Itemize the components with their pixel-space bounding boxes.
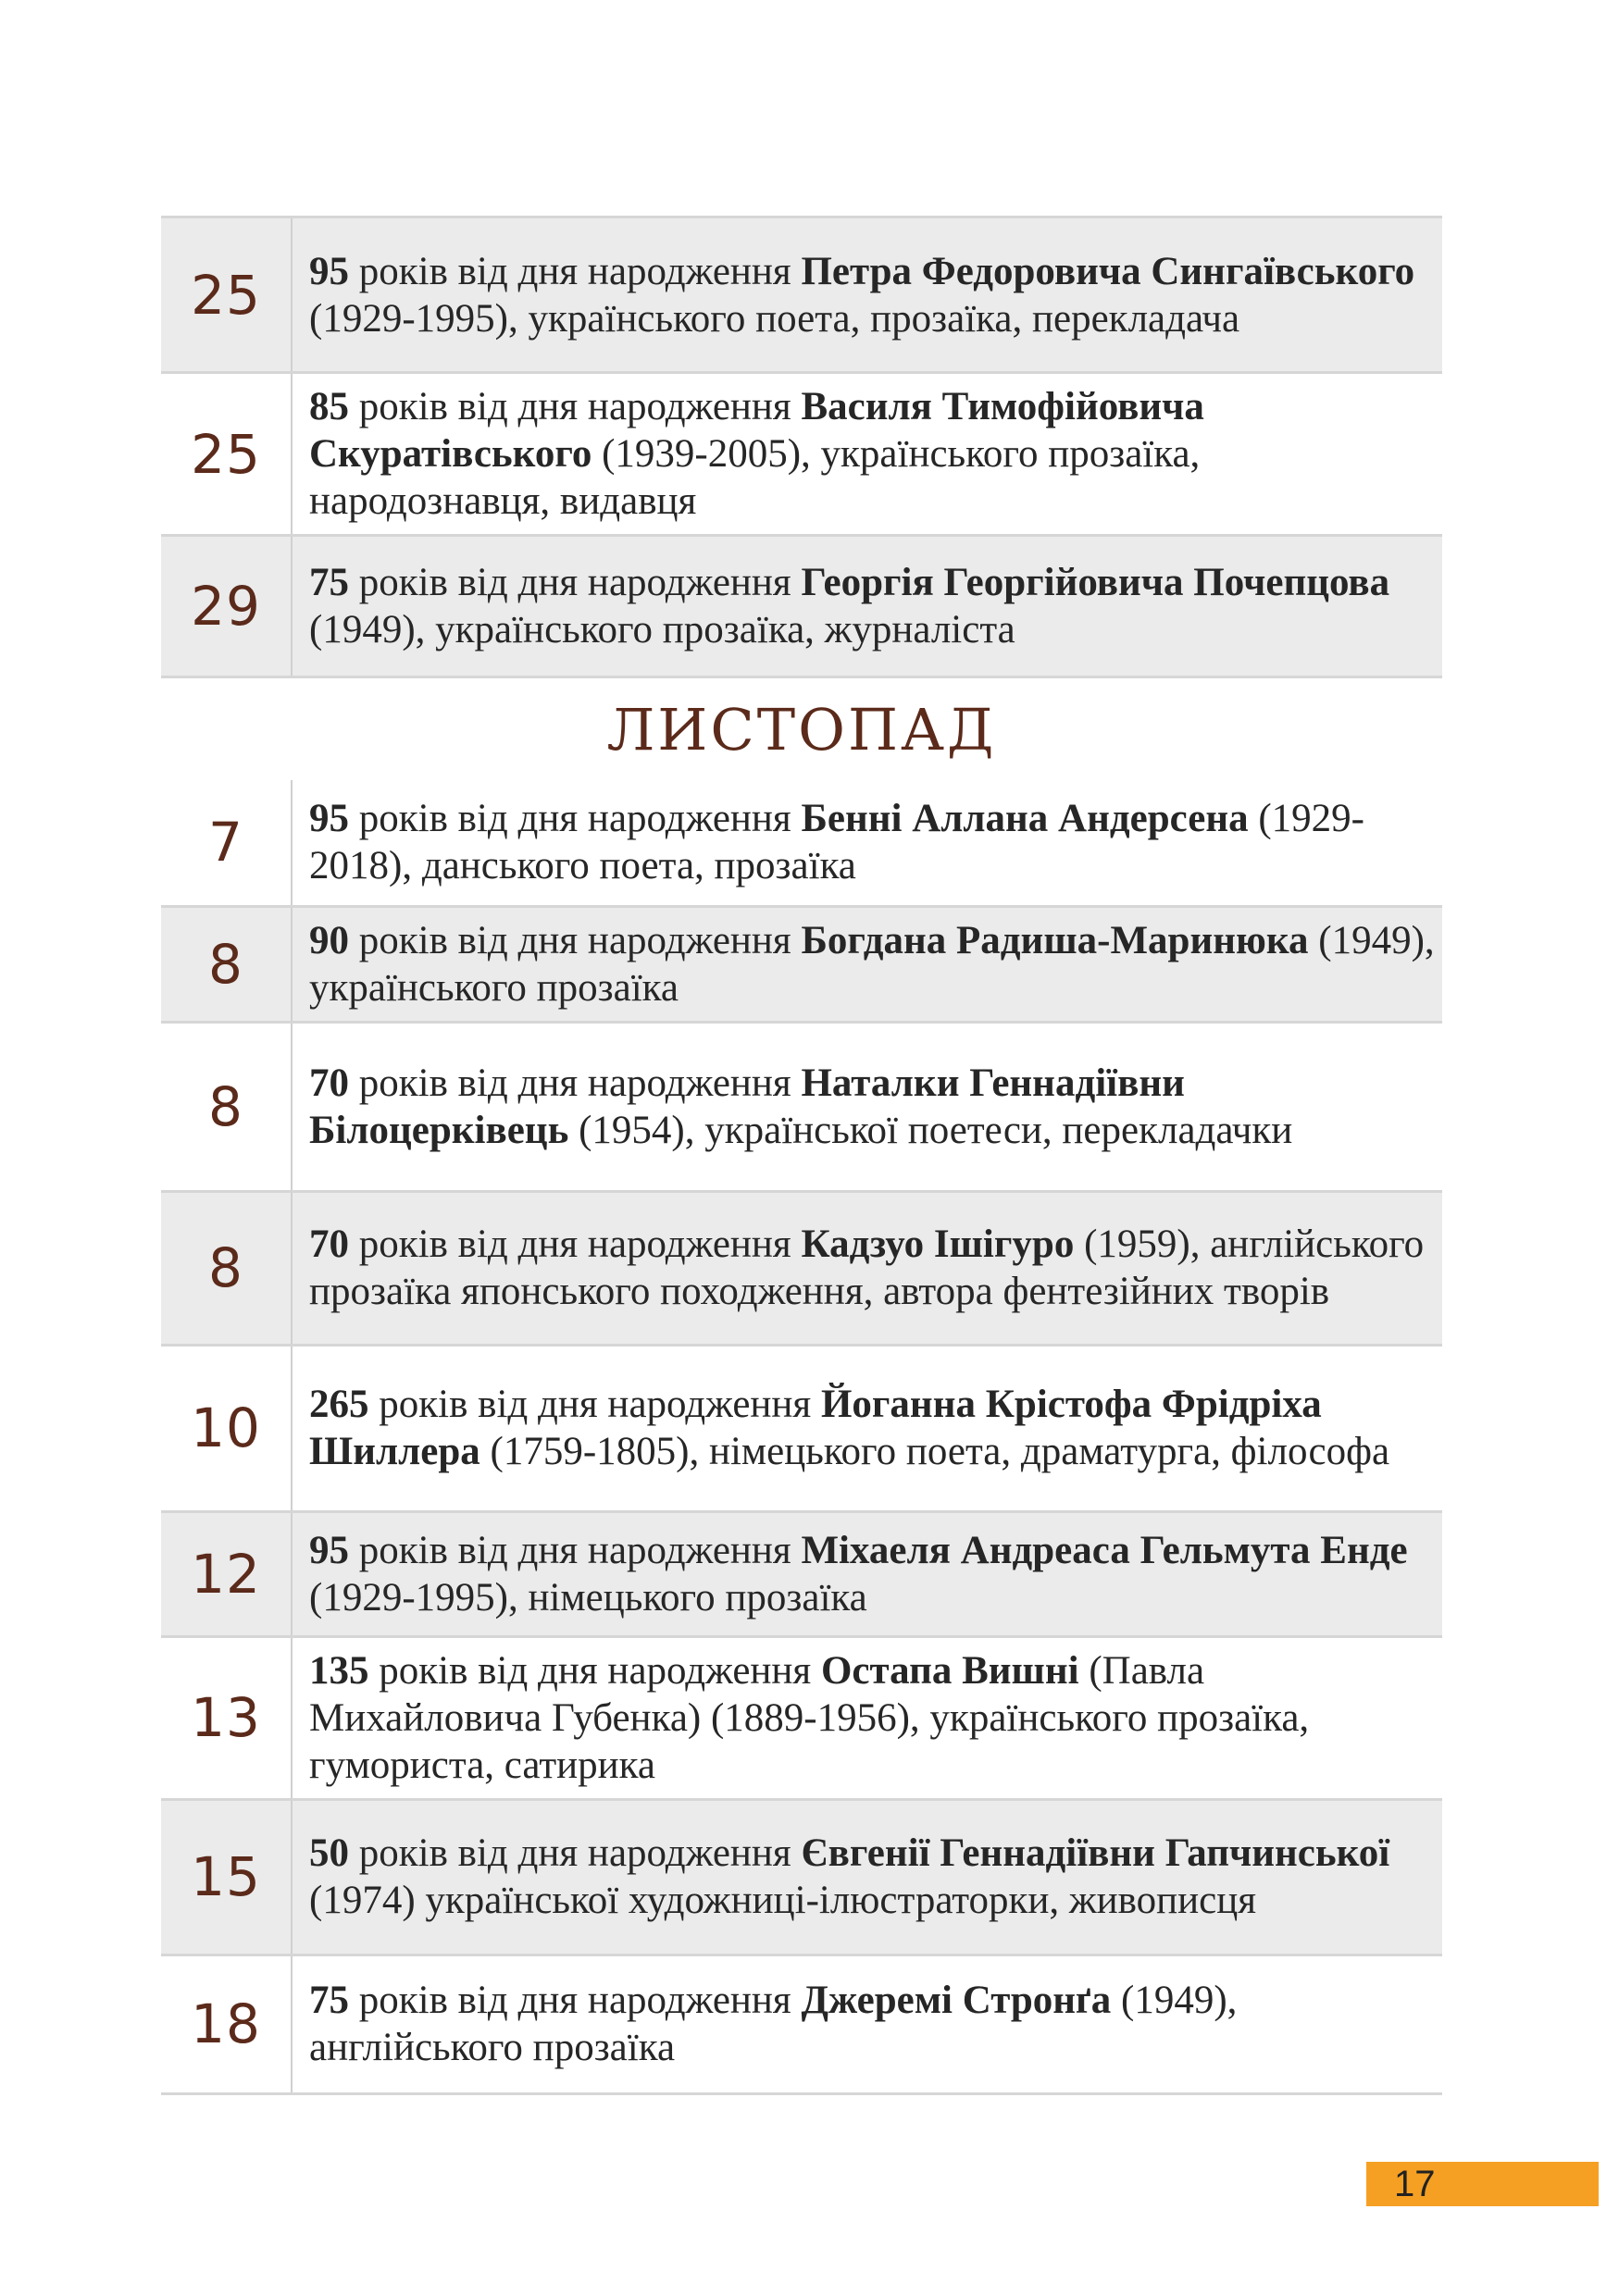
month-heading: ЛИСТОПАД [606, 696, 997, 763]
day-number: 8 [161, 906, 292, 1022]
person-name: Остапа Вишні [820, 1648, 1079, 1693]
entry-lead: років від дня народження [349, 385, 802, 428]
table-row [161, 1799, 1442, 1955]
entry-text [292, 1799, 1442, 1955]
person-name: Георгія Георгійовича Почепцова [801, 561, 1390, 604]
person-name: Наталки Геннадіївни Білоцерківець [309, 1061, 1185, 1152]
entry-details: (1949), українського прозаїка [309, 918, 1435, 1010]
entry-text [292, 217, 1442, 373]
entry-lead: років від дня народження [349, 1831, 802, 1875]
entry-details: (1949), українського прозаїка, журналіста [309, 608, 1015, 652]
years-count: 95 [309, 249, 349, 293]
table-row [161, 217, 1442, 373]
entry-lead: років від дня народження [349, 918, 802, 962]
table-row [161, 1955, 1442, 2093]
day-number: 8 [161, 1022, 292, 1191]
years-count: 135 [309, 1648, 369, 1693]
entry-lead: років від дня народження [349, 1979, 802, 2022]
day-number: 8 [161, 1191, 292, 1345]
entry-details: (1959), англійського прозаїка японського походження, автора фентезійних творів [309, 1222, 1425, 1313]
person-name: Петра Федоровича Сингаївського [801, 249, 1415, 293]
person-name: Міхаеля Андреаса Гельмута Енде [801, 1528, 1408, 1572]
years-count: 75 [309, 1979, 349, 2022]
entry-lead: років від дня народження [349, 797, 802, 841]
years-count: 85 [309, 385, 349, 428]
table-row [161, 1191, 1442, 1345]
table-row [161, 373, 1442, 536]
entry-text [292, 1955, 1442, 2093]
day-number: 15 [161, 1799, 292, 1955]
years-count: 95 [309, 1528, 349, 1572]
person-name: Кадзуо Ішігуро [801, 1222, 1075, 1266]
entry-lead: років від дня народження [349, 1528, 802, 1572]
years-count: 90 [309, 918, 349, 962]
table-row [161, 1636, 1442, 1799]
day-number: 10 [161, 1345, 292, 1511]
october-anniversaries-table [161, 216, 1442, 678]
entry-details: (1939-2005), українського прозаїка, народознавця, видавця [309, 432, 1201, 523]
entry-text [292, 1191, 1442, 1345]
entry-details: (1974) української художниці-ілюстраторки, живописця [309, 1879, 1257, 1922]
person-name: Богдана Радиша-Маринюка [801, 918, 1309, 962]
table-row [161, 536, 1442, 677]
day-number: 25 [161, 373, 292, 536]
table-row [161, 906, 1442, 1022]
years-count: 265 [309, 1383, 369, 1426]
entry-text [292, 373, 1442, 536]
entry-details: (1954), української поетеси, перекладачки [568, 1108, 1293, 1152]
entry-details: (1949), англійського прозаїка [309, 1979, 1238, 2069]
years-count: 95 [309, 797, 349, 841]
years-count: 50 [309, 1831, 349, 1875]
person-name: Джеремі Стронґа [801, 1979, 1112, 2022]
table-row [161, 1022, 1442, 1191]
day-number: 12 [161, 1511, 292, 1636]
entry-lead: років від дня народження [368, 1648, 821, 1693]
table-row [161, 1511, 1442, 1636]
entry-text [292, 1022, 1442, 1191]
day-number: 29 [161, 536, 292, 677]
entry-lead: років від дня народження [368, 1383, 821, 1426]
entry-lead: років від дня народження [349, 1222, 802, 1266]
entry-details: (1929-1995), українського поета, прозаїка, перекладача [309, 296, 1240, 341]
years-count: 75 [309, 561, 349, 604]
person-name: Бенні Аллана Андерсена [801, 797, 1249, 841]
day-number: 13 [161, 1636, 292, 1799]
person-name: Йоганна Крістофа Фрідріха Шиллера [309, 1383, 1322, 1473]
entry-text [292, 906, 1442, 1022]
years-count: 70 [309, 1222, 349, 1266]
person-name: Василя Тимофійовича Скуратівського [309, 385, 1204, 476]
years-count: 70 [309, 1061, 349, 1105]
entry-text [292, 536, 1442, 677]
entry-text [292, 1511, 1442, 1636]
table-row [161, 1345, 1442, 1511]
entry-text [292, 780, 1442, 906]
day-number: 18 [161, 1955, 292, 2093]
entry-details: (1929-2018), данського поета, прозаїка [309, 797, 1364, 888]
entry-details: (Павла Михайловича Губенка) (1889-1956), українського прозаїка, гумориста, сатирика [309, 1648, 1310, 1787]
entry-lead: років від дня народження [349, 561, 802, 604]
entry-text [292, 1636, 1442, 1799]
entry-lead: років від дня народження [349, 1061, 802, 1105]
entry-details: (1929-1995), німецького прозаїка [309, 1575, 867, 1620]
page-number: 17 [1366, 2162, 1599, 2206]
person-name: Євгенії Геннадіївни Гапчинської [801, 1831, 1390, 1875]
table-row [161, 780, 1442, 906]
day-number: 7 [161, 780, 292, 906]
november-anniversaries-table [161, 780, 1442, 2095]
entry-lead: років від дня народження [349, 249, 802, 293]
entry-text [292, 1345, 1442, 1511]
day-number: 25 [161, 217, 292, 373]
entry-details: (1759-1805), німецького поета, драматурга, філософа [479, 1430, 1390, 1473]
